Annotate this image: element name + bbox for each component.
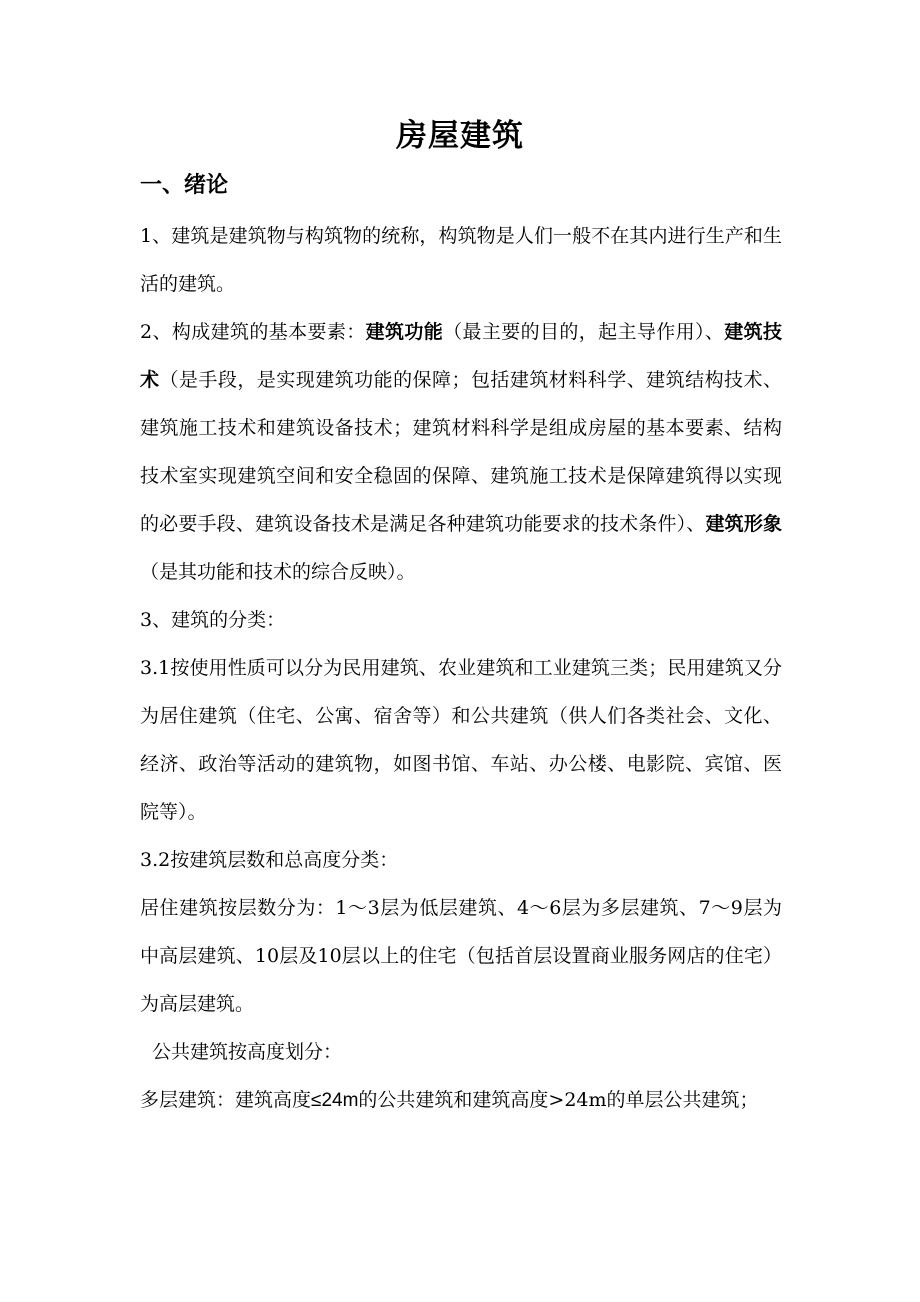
term-building-function: 建筑功能 — [365, 321, 444, 343]
paragraph-2 — [140, 308, 782, 596]
term-building-technology: 建筑技术 — [140, 321, 782, 391]
document-body — [140, 212, 782, 1125]
paragraph-8-rest: 的公共建筑和建筑高度>24m的单层公共建筑； — [358, 1089, 759, 1111]
paragraph-2-text-1: （最主要的目的，起主导作用）、 — [443, 321, 725, 343]
section-heading: 一、绪论 — [140, 173, 229, 198]
paragraph-4: 3.1按使用性质可以分为民用建筑、农业建筑和工业建筑三类；民用建筑又分为居住建筑（住宅、公寓、宿舍等）和公共建筑（供人们各类社会、文化、经济、政治等活动的建筑物，如图书馆、车站、办公楼、电影院、宾馆、医院等）。 — [140, 657, 782, 823]
document-title: 房屋建筑 — [396, 118, 524, 154]
paragraph-3: 3、建筑的分类： — [140, 609, 286, 631]
paragraph-8 — [140, 1076, 782, 1125]
paragraph-5: 3.2按建筑层数和总高度分类： — [140, 849, 399, 871]
paragraph-8-symbol: ≤24m — [311, 1090, 359, 1111]
term-building-image: 建筑形象 — [705, 513, 782, 535]
paragraph-2-text-2: （是手段，是实现建筑功能的保障；包括建筑材料科学、建筑结构技术、建筑施工技术和建筑设备技术；建筑材料科学是组成房屋的基本要素、结构技术室实现建筑空间和安全稳固的保障、建筑施工技术是保障建筑得以实现的必要手段、建筑设备技术是满足各种建筑功能要求的技术条件）、 — [140, 369, 782, 535]
paragraph-1: 1、建筑是建筑物与构筑物的统称，构筑物是人们一般不在其内进行生产和生活的建筑。 — [140, 225, 782, 295]
paragraph-8-lead: 多层建筑：建筑高度 — [140, 1089, 312, 1111]
paragraph-6: 居住建筑按层数分为：1～3层为低层建筑、4～6层为多层建筑、7～9层为中高层建筑、10层及10层以上的住宅（包括首层设置商业服务网店的住宅）为高层建筑。 — [140, 897, 782, 1015]
paragraph-2-lead: 2、构成建筑的基本要素： — [140, 321, 366, 343]
paragraph-7: 公共建筑按高度划分： — [152, 1041, 343, 1063]
paragraph-2-text-3: （是其功能和技术的综合反映）。 — [140, 561, 416, 583]
